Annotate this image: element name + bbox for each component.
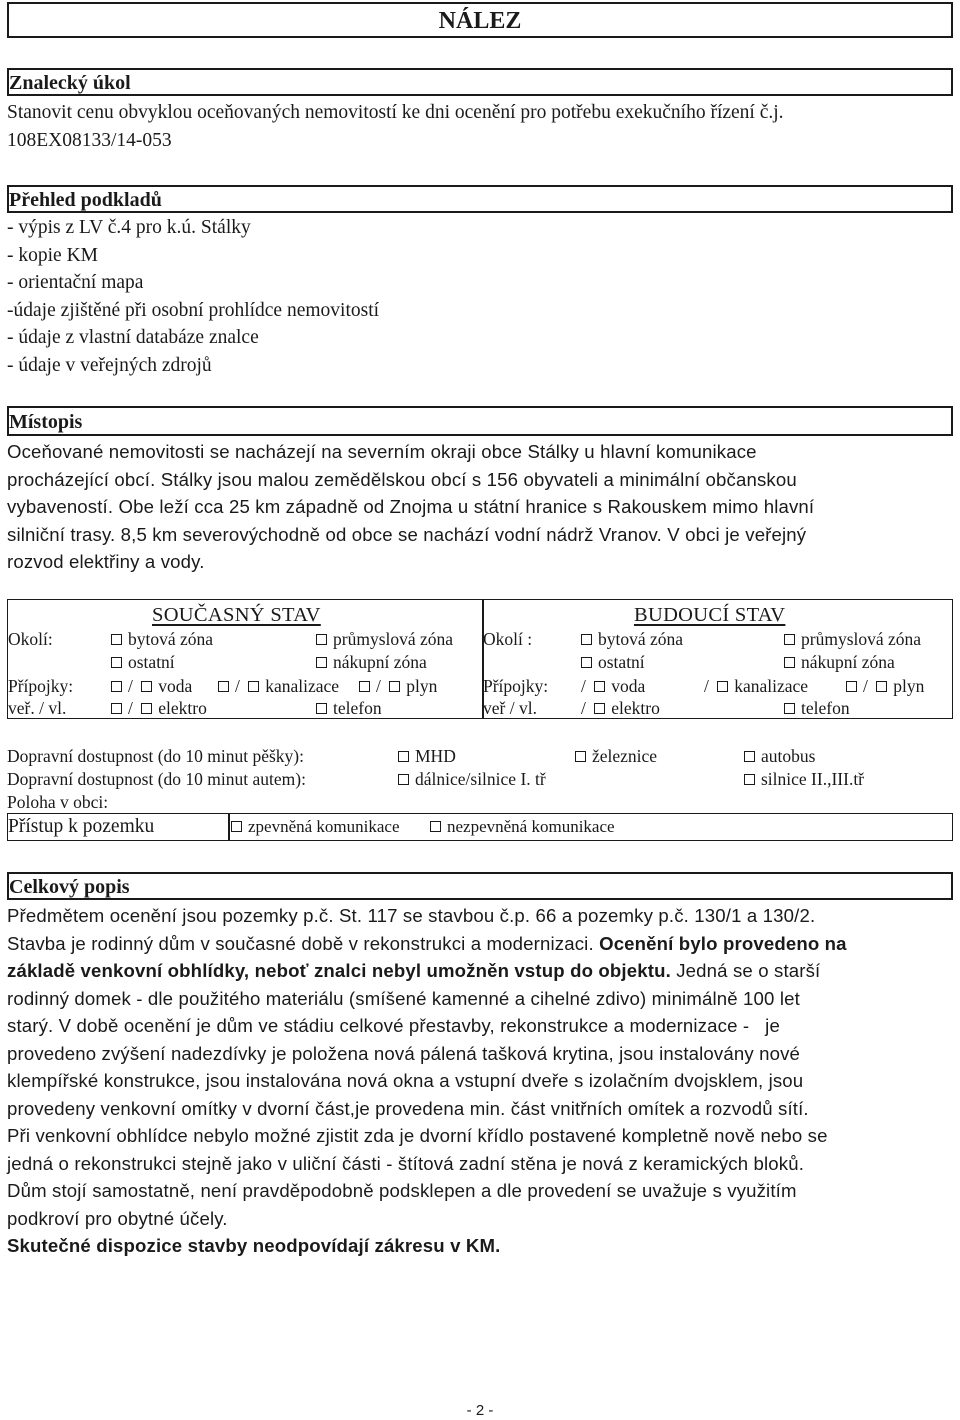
list-item: - orientační mapa bbox=[7, 272, 144, 293]
list-item: - kopie KM bbox=[7, 244, 98, 266]
page-number: - 2 - bbox=[466, 1402, 494, 1419]
checkbox-icon[interactable] bbox=[876, 681, 887, 692]
checkbox-icon[interactable] bbox=[581, 634, 592, 645]
budouci-stav-heading: BUDOUCÍ STAV bbox=[634, 604, 786, 626]
slash: / bbox=[128, 698, 133, 718]
slash: / bbox=[128, 676, 133, 696]
checkbox-label: voda bbox=[611, 676, 646, 696]
checkbox-zpevnena[interactable] bbox=[231, 815, 400, 838]
checkbox-plyn-budouci[interactable] bbox=[846, 675, 924, 698]
checkbox-label: nezpevněná komunikace bbox=[447, 817, 615, 836]
mistopis-line: Oceňované nemovitosti se nacházejí na severním okraji obce Stálky u hlavní komunikace bbox=[7, 441, 757, 462]
list-item: - výpis z LV č.4 pro k.ú. Stálky bbox=[7, 217, 251, 238]
checkbox-label: elektro bbox=[611, 698, 660, 718]
checkbox-label: telefon bbox=[333, 698, 382, 718]
checkbox-label: bytová zóna bbox=[598, 629, 684, 649]
celkovy-line: klempířské konstrukce, jsou instalována nová okna a vstupní dveře s izolačním dvojsklem, jsou bbox=[7, 1070, 804, 1091]
checkbox-telefon[interactable] bbox=[316, 697, 382, 720]
checkbox-icon[interactable] bbox=[231, 821, 242, 832]
section-heading-celkovy-popis: Celkový popis bbox=[7, 872, 953, 900]
checkbox-voda[interactable] bbox=[111, 675, 192, 698]
checkbox-icon[interactable] bbox=[316, 634, 327, 645]
checkbox-icon[interactable] bbox=[111, 703, 122, 714]
celkovy-line: Předmětem ocenění jsou pozemky p.č. St. 117 se stavbou č.p. 66 a pozemky p.č. 130/1 a 130/2. bbox=[7, 905, 816, 926]
checkbox-ostatni[interactable] bbox=[111, 651, 175, 674]
list-item: - údaje v veřejných zdrojů bbox=[7, 354, 212, 376]
checkbox-icon[interactable] bbox=[359, 681, 370, 692]
checkbox-icon[interactable] bbox=[784, 657, 795, 668]
checkbox-kanalizace[interactable] bbox=[218, 675, 339, 698]
checkbox-icon[interactable] bbox=[575, 751, 586, 762]
ver-vl-label-budouci: veř / vl. bbox=[483, 698, 537, 718]
checkbox-icon[interactable] bbox=[248, 681, 259, 692]
celkovy-line: Dům stojí samostatně, není pravděpodobně podsklepen a dle provedení se uvažuje s využitím bbox=[7, 1180, 797, 1201]
checkbox-icon[interactable] bbox=[316, 657, 327, 668]
celkovy-line: provedeny venkovní omítky v dvorní část,je provedena min. část vnitřních omítek a rozvodů sítí. bbox=[7, 1097, 809, 1119]
checkbox-label: elektro bbox=[158, 698, 207, 718]
checkbox-icon[interactable] bbox=[846, 681, 857, 692]
checkbox-label: nákupní zóna bbox=[801, 652, 895, 672]
checkbox-icon[interactable] bbox=[111, 634, 122, 645]
checkbox-label: kanalizace bbox=[734, 676, 809, 696]
checkbox-label: plyn bbox=[406, 676, 438, 696]
checkbox-icon[interactable] bbox=[111, 657, 122, 668]
checkbox-icon[interactable] bbox=[218, 681, 229, 692]
checkbox-bytova-zona[interactable] bbox=[111, 628, 213, 651]
checkbox-icon[interactable] bbox=[398, 774, 409, 785]
checkbox-icon[interactable] bbox=[316, 703, 327, 714]
celkovy-line-part: Jedná se o starší bbox=[670, 960, 821, 981]
znalecky-ukol-line: 108EX08133/14-053 bbox=[7, 129, 172, 151]
section-heading-mistopis: Místopis bbox=[7, 406, 953, 436]
checkbox-zeleznice[interactable] bbox=[575, 745, 657, 768]
checkbox-label: průmyslová zóna bbox=[801, 629, 922, 649]
checkbox-icon[interactable] bbox=[784, 703, 795, 714]
checkbox-label: zpevněná komunikace bbox=[248, 817, 400, 836]
page-title: NÁLEZ bbox=[7, 2, 953, 38]
checkbox-voda-budouci[interactable] bbox=[581, 675, 645, 698]
checkbox-label: ostatní bbox=[598, 652, 645, 672]
checkbox-icon[interactable] bbox=[581, 657, 592, 668]
checkbox-prumyslova-zona-budouci[interactable] bbox=[784, 628, 921, 651]
checkbox-nezpevnena[interactable] bbox=[430, 815, 615, 838]
checkbox-elektro-budouci[interactable] bbox=[581, 697, 660, 720]
celkovy-line bbox=[7, 1232, 953, 1260]
checkbox-label: železnice bbox=[592, 746, 658, 766]
pripojky-label-budouci: Přípojky: bbox=[483, 676, 549, 696]
slash: / bbox=[581, 676, 586, 696]
slash: / bbox=[704, 676, 709, 696]
slash: / bbox=[581, 698, 586, 718]
celkovy-bold-text: základě venkovní obhlídky, neboť znalci nebyl umožněn vstup do objektu. bbox=[7, 960, 671, 981]
celkovy-line: provedeno zvýšení nadezdívky je položena nová pálená tašková krytina, jsou instalovány nové bbox=[7, 1042, 801, 1064]
celkovy-line bbox=[7, 957, 953, 985]
checkbox-icon[interactable] bbox=[141, 703, 152, 714]
znalecky-ukol-text bbox=[7, 99, 953, 154]
section-heading-znalecky-ukol: Znalecký úkol bbox=[7, 68, 953, 96]
checkbox-label: bytová zóna bbox=[128, 629, 214, 649]
okoli-label: Okolí: bbox=[8, 629, 53, 649]
celkovy-bold-text: Ocenění bylo provedeno na bbox=[599, 932, 847, 954]
checkbox-nakupni-zona[interactable] bbox=[316, 651, 427, 674]
checkbox-label: silnice II.,III.tř bbox=[761, 769, 865, 789]
checkbox-label: plyn bbox=[893, 676, 925, 696]
mistopis-line: rozvod elektřiny a vody. bbox=[7, 551, 205, 572]
checkbox-label: nákupní zóna bbox=[333, 652, 427, 672]
poloha-v-obci-label: Poloha v obci: bbox=[7, 792, 109, 812]
celkovy-popis-text bbox=[7, 902, 953, 1260]
pripojky-label: Přípojky: bbox=[8, 676, 74, 696]
slash: / bbox=[376, 676, 381, 696]
mistopis-line: procházející obcí. Stálky jsou malou zemědělskou obcí s 156 obyvateli a minimální občanskou bbox=[7, 468, 797, 490]
checkbox-label: MHD bbox=[415, 746, 456, 766]
okoli-label-budouci: Okolí : bbox=[483, 629, 533, 649]
checkbox-label: telefon bbox=[801, 698, 850, 718]
slash: / bbox=[863, 676, 868, 696]
checkbox-label: ostatní bbox=[128, 652, 175, 672]
checkbox-icon[interactable] bbox=[594, 703, 605, 714]
checkbox-bytova-zona-budouci[interactable] bbox=[581, 628, 683, 651]
section-heading-prehled-podkladu: Přehled podkladů bbox=[7, 185, 953, 213]
prehled-list bbox=[7, 214, 953, 379]
checkbox-icon[interactable] bbox=[389, 681, 400, 692]
doprava-pesky-label: Dopravní dostupnost (do 10 minut pěšky): bbox=[7, 746, 304, 766]
checkbox-dalnice[interactable] bbox=[398, 768, 546, 791]
checkbox-elektro[interactable] bbox=[111, 697, 207, 720]
checkbox-label: dálnice/silnice I. tř bbox=[415, 769, 546, 789]
celkovy-bold-text: Skutečné dispozice stavby neodpovídají zákresu v KM. bbox=[7, 1235, 501, 1256]
doprava-autem-label: Dopravní dostupnost (do 10 minut autem): bbox=[7, 769, 306, 789]
celkovy-line: rodinný domek - dle použitého materiálu (smíšené kamenné a cihelné zdivo) minimálně 100 let bbox=[7, 987, 800, 1009]
celkovy-line bbox=[7, 930, 953, 958]
celkovy-line-part: Stavba je rodinný dům v současné době v rekonstrukci a modernizaci. bbox=[7, 932, 600, 954]
znalecky-ukol-line: Stanovit cenu obvyklou oceňovaných nemovitostí ke dni ocenění pro potřebu exekučního řízení č.j. bbox=[7, 102, 784, 123]
checkbox-label: autobus bbox=[761, 746, 816, 766]
checkbox-label: voda bbox=[158, 676, 193, 696]
checkbox-mhd[interactable] bbox=[398, 745, 456, 768]
celkovy-line: jedná o rekonstrukci stejně jako v uliční části - štítová zadní stěna je nová z keramických bloků. bbox=[7, 1152, 805, 1174]
checkbox-telefon-budouci[interactable] bbox=[784, 697, 850, 720]
checkbox-nakupni-zona-budouci[interactable] bbox=[784, 651, 895, 674]
pristup-divider bbox=[228, 814, 230, 840]
checkbox-icon[interactable] bbox=[398, 751, 409, 762]
checkbox-silnice[interactable] bbox=[744, 768, 864, 791]
checkbox-label: průmyslová zóna bbox=[333, 629, 454, 649]
celkovy-line: Při venkovní obhlídce nebylo možné zjistit zda je dvorní křídlo postavené kompletně nově nebo se bbox=[7, 1125, 828, 1146]
ver-vl-label: veř. / vl. bbox=[8, 698, 67, 718]
checkbox-icon[interactable] bbox=[594, 681, 605, 692]
checkbox-kanalizace-budouci[interactable] bbox=[704, 675, 808, 698]
mistopis-line: vybaveností. Obe leží cca 25 km západně od Znojma u státní hranice s Rakouskem mimo hlavní bbox=[7, 496, 815, 517]
list-item: - údaje z vlastní databáze znalce bbox=[7, 327, 259, 348]
checkbox-icon[interactable] bbox=[744, 774, 755, 785]
checkbox-plyn[interactable] bbox=[359, 675, 437, 698]
celkovy-line: podkroví pro obytné účely. bbox=[7, 1207, 228, 1229]
list-item: -údaje zjištěné při osobní prohlídce nemovitostí bbox=[7, 299, 380, 321]
soucasny-stav-heading: SOUČASNÝ STAV bbox=[152, 604, 321, 626]
checkbox-label: kanalizace bbox=[265, 676, 340, 696]
mistopis-line: silniční trasy. 8,5 km severovýchodně od obce se nachází vodní nádrž Vranov. V obci je veřejný bbox=[7, 523, 807, 545]
checkbox-icon[interactable] bbox=[784, 634, 795, 645]
checkbox-icon[interactable] bbox=[111, 681, 122, 692]
checkbox-ostatni-budouci[interactable] bbox=[581, 651, 645, 674]
checkbox-icon[interactable] bbox=[744, 751, 755, 762]
checkbox-autobus[interactable] bbox=[744, 745, 815, 768]
checkbox-icon[interactable] bbox=[430, 821, 441, 832]
slash: / bbox=[235, 676, 240, 696]
checkbox-icon[interactable] bbox=[717, 681, 728, 692]
pristup-k-pozemku-label: Přístup k pozemku bbox=[8, 816, 155, 837]
checkbox-prumyslova-zona[interactable] bbox=[316, 628, 453, 651]
celkovy-line: starý. V době ocenění je dům ve stádiu celkové přestavby, rekonstrukce a modernizace - je bbox=[7, 1015, 780, 1036]
checkbox-icon[interactable] bbox=[141, 681, 152, 692]
mistopis-text bbox=[7, 438, 953, 576]
